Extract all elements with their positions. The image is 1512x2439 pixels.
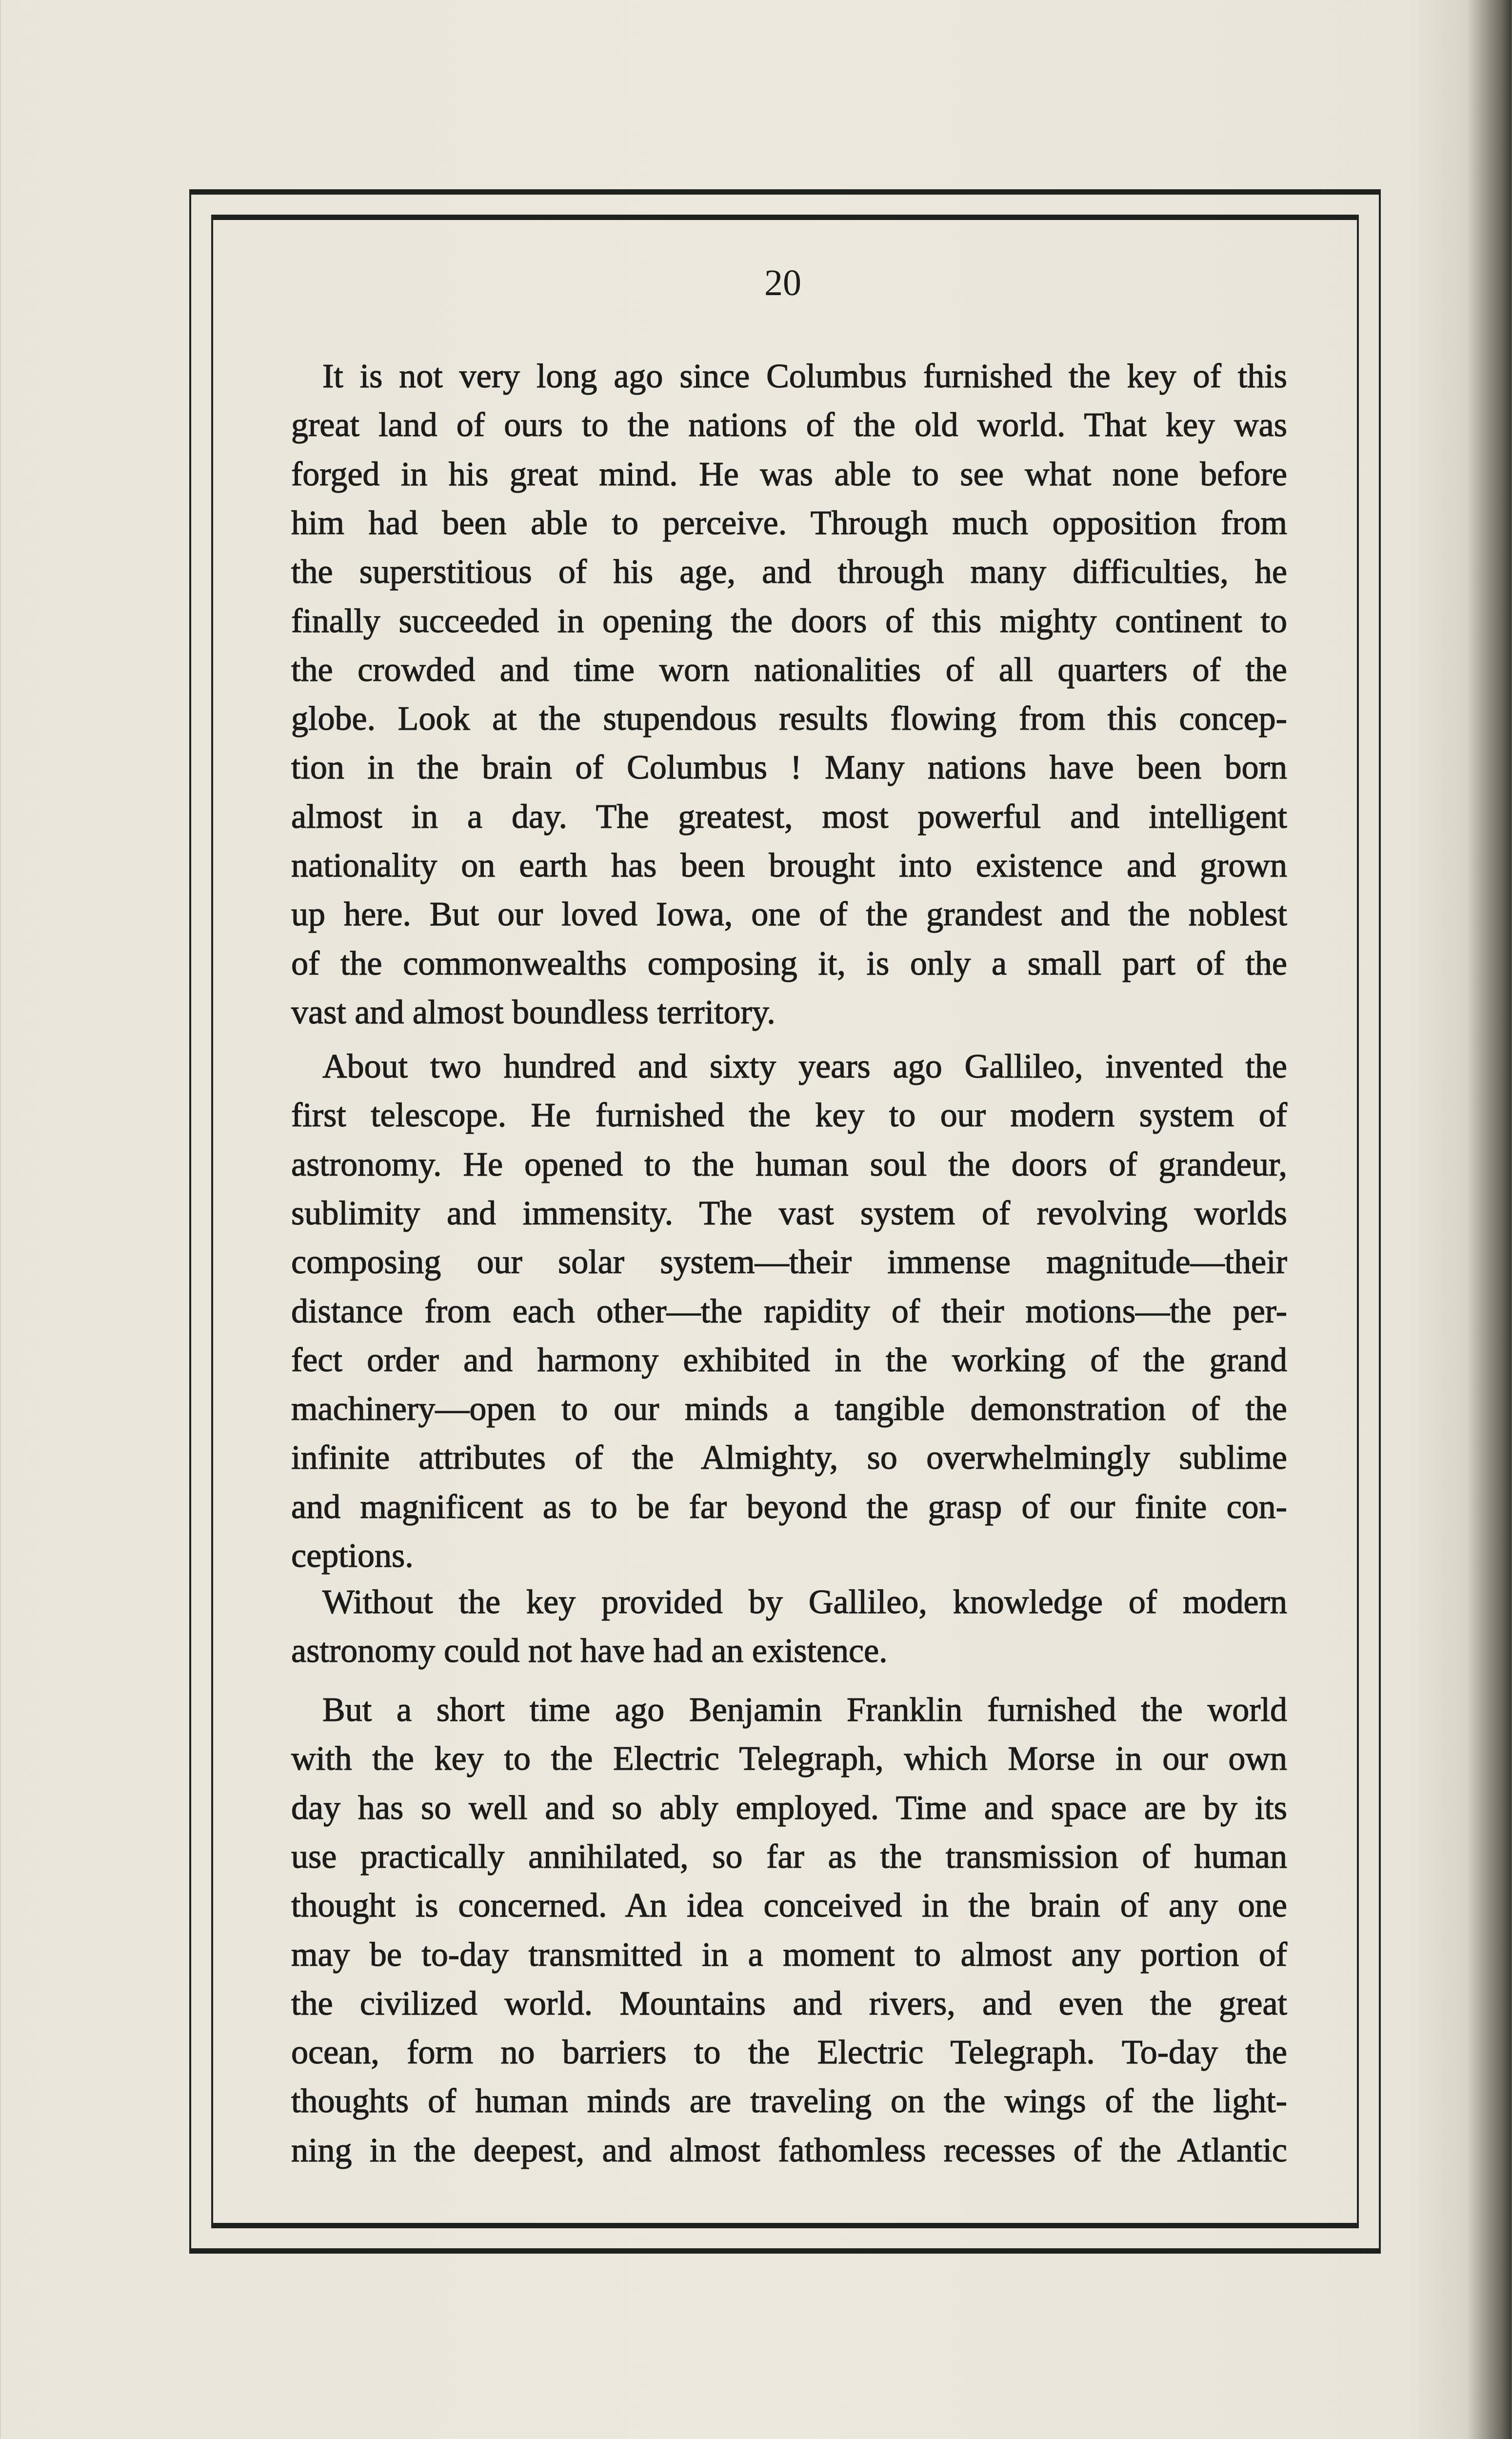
text-line: infinite attributes of the Almighty, so overwhelmingly sublime [291, 1439, 1287, 1477]
text-line: vast and almost boundless territory. [291, 993, 776, 1031]
text-line: composing our solar system—their immense magnitude—their [291, 1243, 1287, 1281]
text-line: astronomy could not have had an existence. [291, 1632, 888, 1670]
text-line: nationality on earth has been brought into existence and grown [291, 847, 1287, 884]
text-line: almost in a day. The greatest, most powerful and intelligent [291, 798, 1287, 836]
text-line: up here. But our loved Iowa, one of the grandest and the noblest [291, 896, 1287, 934]
text-line: finally succeeded in opening the doors of this mighty continent to [291, 602, 1287, 640]
text-line: But a short time ago Benjamin Franklin furnished the world [322, 1691, 1287, 1729]
text-line: ocean, form no barriers to the Electric Telegraph. To-day the [291, 2034, 1287, 2072]
text-line: the superstitious of his age, and through many difficulties, he [291, 553, 1287, 591]
text-line: thoughts of human minds are traveling on the wings of the light- [291, 2082, 1287, 2120]
text-line: of the commonwealths composing it, is only a small part of the [291, 944, 1287, 982]
text-line: forged in his great mind. He was able to see what none before [291, 455, 1287, 493]
text-line: distance from each other—the rapidity of their motions—the per- [291, 1292, 1287, 1330]
text-line: great land of ours to the nations of the old world. That key was [291, 406, 1287, 444]
text-line: ning in the deepest, and almost fathomless recesses of the Atlantic [291, 2131, 1287, 2169]
text-line: Without the key provided by Gallileo, knowledge of modern [322, 1583, 1287, 1621]
text-line: first telescope. He furnished the key to our modern system of [291, 1097, 1287, 1135]
text-line: use practically annihilated, so far as the transmission of human [291, 1838, 1287, 1876]
text-line: fect order and harmony exhibited in the working of the grand [291, 1341, 1287, 1379]
text-line: the crowded and time worn nationalities of all quarters of the [291, 651, 1287, 689]
text-line: tion in the brain of Columbus ! Many nations have been born [291, 749, 1287, 787]
text-line: sublimity and immensity. The vast system of revolving worlds [291, 1194, 1287, 1232]
text-line: astronomy. He opened to the human soul the doors of grandeur, [291, 1145, 1287, 1183]
text-line: and magnificent as to be far beyond the grasp of our finite con- [291, 1488, 1287, 1526]
text-line: him had been able to perceive. Through much opposition from [291, 504, 1287, 542]
text-line: ceptions. [291, 1537, 414, 1575]
text-line: with the key to the Electric Telegraph, which Morse in our own [291, 1740, 1287, 1778]
text-line: It is not very long ago since Columbus furnished the key of this [322, 358, 1287, 395]
text-line: the civilized world. Mountains and rivers, and even the great [291, 1984, 1287, 2022]
text-line: day has so well and so ably employed. Time and space are by its [291, 1789, 1287, 1827]
page-number: 20 [764, 262, 801, 303]
text-line: machinery—open to our minds a tangible demonstration of the [291, 1390, 1287, 1428]
text-line: thought is concerned. An idea conceived in the brain of any one [291, 1887, 1287, 1925]
text-line: globe. Look at the stupendous results flowing from this concep- [291, 700, 1287, 738]
text-line: may be to-day transmitted in a moment to almost any portion of [291, 1936, 1287, 1974]
text-line: About two hundred and sixty years ago Gallileo, invented the [322, 1048, 1287, 1085]
